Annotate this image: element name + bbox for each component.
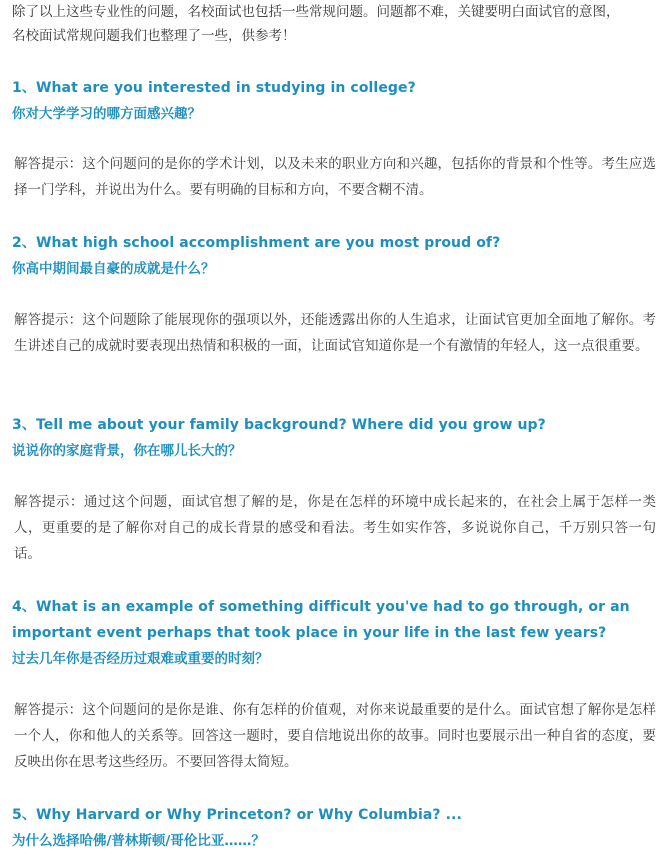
intro-line-1: 除了以上这些专业性的问题，名校面试也包括一些常规问题。问题都不难，关键要明白面试官的意图，	[12, 4, 620, 20]
question-3-english: 3、Tell me about your family background? Where did you grow up?	[12, 417, 546, 433]
question-4	[12, 594, 656, 672]
answer-2: 解答提示：这个问题除了能展现你的强项以外，还能透露出你的人生追求，让面试官更加全面地了解你。考生讲述自己的成就时要表现出热情和积极的一面，让面试官知道你是一个有激情的年轻人，这一点很重要。	[14, 312, 656, 354]
answer-4: 解答提示：这个问题问的是你是谁、你有怎样的价值观，对你来说最重要的是什么。面试官想了解你是怎样一个人，你和他人的关系等。回答这一题时，要自信地说出你的故事。同时也要展示出一种自省的态度，要反映出你在思考这些经历。不要回答得太简短。	[14, 702, 656, 770]
question-1-chinese: 你对大学学习的哪方面感兴趣？	[12, 106, 201, 122]
question-5	[12, 802, 656, 854]
question-3	[12, 412, 656, 464]
question-2	[12, 230, 656, 282]
answer-1: 解答提示：这个问题问的是你的学术计划，以及未来的职业方向和兴趣，包括你的背景和个性等。考生应选择一门学科，并说出为什么。要有明确的目标和方向，不要含糊不清。	[14, 156, 656, 198]
answer-3: 解答提示：通过这个问题，面试官想了解的是，你是在怎样的环境中成长起来的，在社会上属于怎样一类人，更重要的是了解你对自己的成长背景的感受和看法。考生如实作答，多说说你自己，千万别只答一句话。	[14, 494, 656, 562]
question-3-chinese: 说说你的家庭背景，你在哪儿长大的？	[12, 443, 242, 459]
question-5-english: 5、Why Harvard or Why Princeton? or Why Columbia? ...	[12, 807, 462, 823]
intro-paragraph	[12, 0, 656, 48]
question-1-english: 1、What are you interested in studying in college?	[12, 80, 416, 96]
question-2-chinese: 你高中期间最自豪的成就是什么？	[12, 261, 215, 277]
question-4-chinese: 过去几年你是否经历过艰难或重要的时刻？	[12, 651, 269, 667]
intro-line-2: 名校面试常规问题我们也整理了一些，供参考！	[12, 28, 296, 44]
question-2-english: 2、What high school accomplishment are you most proud of?	[12, 235, 501, 251]
question-4-english: 4、What is an example of something difficult you've had to go through, or an important event perhaps that took place in your life in the last few years?	[12, 599, 630, 641]
question-5-chinese: 为什么选择哈佛/普林斯顿/哥伦比亚……？	[12, 833, 265, 849]
question-1	[12, 75, 656, 127]
